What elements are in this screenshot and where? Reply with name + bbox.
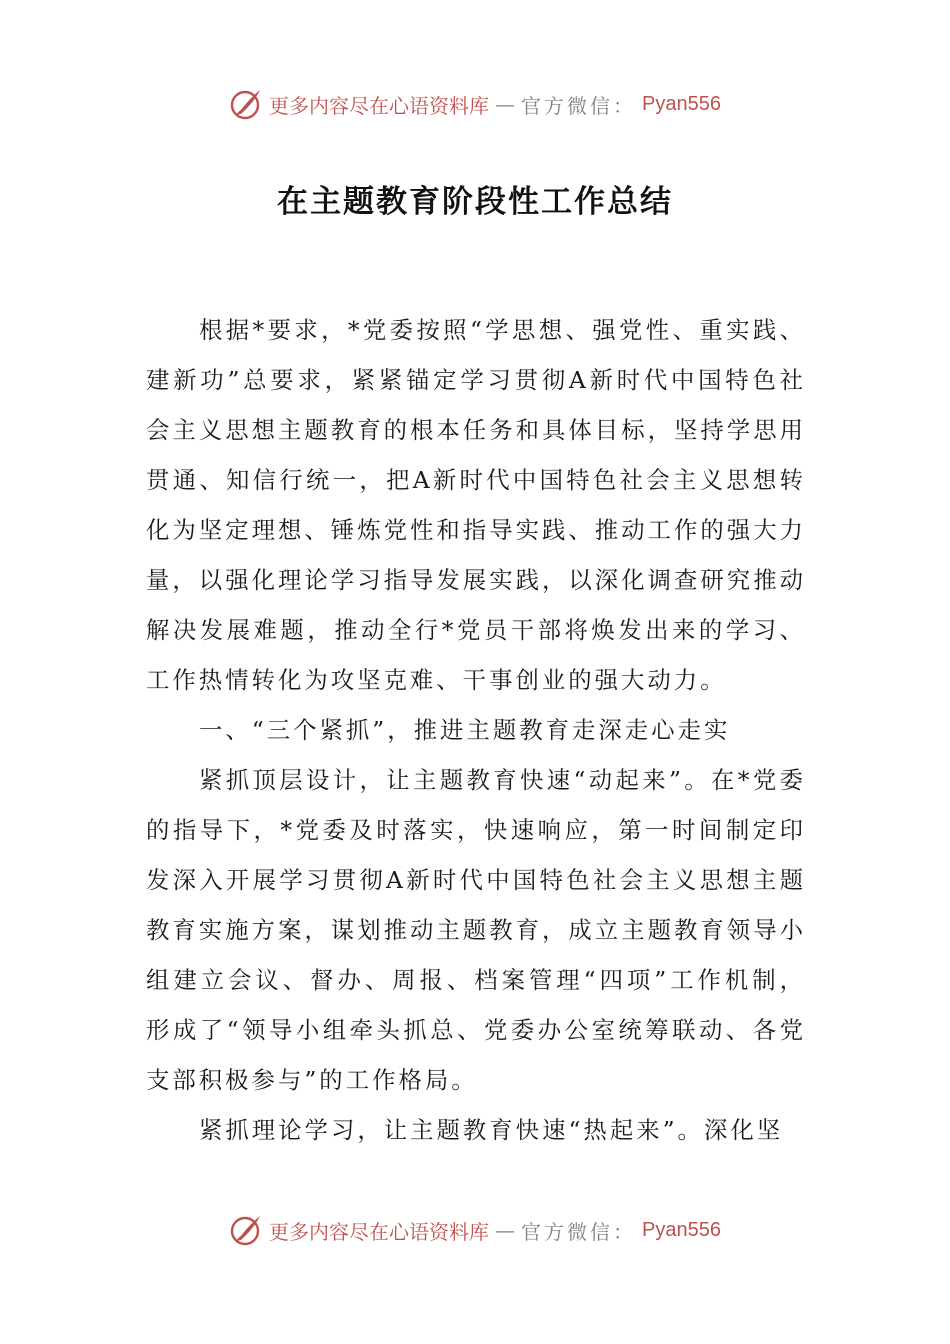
banner-wechat-id: Pyan556 [642,1218,721,1241]
paragraph-theory-study: 紧抓理论学习，让主题教育快速“热起来”。深化坚 [199,1116,784,1144]
document-title: 在主题教育阶段性工作总结 [277,184,673,220]
section-heading: 一、“三个紧抓”，推进主题教育走深走心走实 [199,716,731,744]
footer-banner [0,1210,950,1250]
banner-text: 更多内容尽在心语资料库 [269,1219,490,1244]
header-banner [0,84,950,124]
paragraph-top-design: 紧抓顶层设计，让主题教育快速“动起来”。在*党委的指导下，*党委及时落实，快速响应，第一时间制定印发深入开展学习贯彻A新时代中国特色社会主义思想主题教育实施方案，谋划推动主题教育，成立主题教育领导小组建立会议、督办、周报、档案管理“四项”工作机制，形成了“领导小组牵头抓总、党委办公室统筹联动、各党支部积极参与”的工作格局。 [146,766,806,1094]
quill-pen-icon [229,87,263,121]
banner-official-label: 官方微信： [521,1219,637,1244]
banner-separator: — [495,1218,516,1242]
banner-separator: — [495,92,516,116]
banner-wechat-id: Pyan556 [642,92,721,115]
banner-official-label: 官方微信： [521,93,637,118]
banner-text: 更多内容尽在心语资料库 [269,93,490,118]
document-body [146,305,806,1155]
paragraph-intro: 根据*要求，*党委按照“学思想、强党性、重实践、建新功”总要求，紧紧锚定学习贯彻A新时代中国特色社会主义思想主题教育的根本任务和具体目标，坚持学思用贯通、知信行统一，把A新时代中国特色社会主义思想转化为坚定理想、锤炼党性和指导实践、推动工作的强大力量，以强化理论学习指导发展实践，以深化调查研究推动解决发展难题，推动全行*党员干部将焕发出来的学习、工作热情转化为攻坚克难、干事创业的强大动力。 [146,316,806,694]
quill-pen-icon [229,1213,263,1247]
